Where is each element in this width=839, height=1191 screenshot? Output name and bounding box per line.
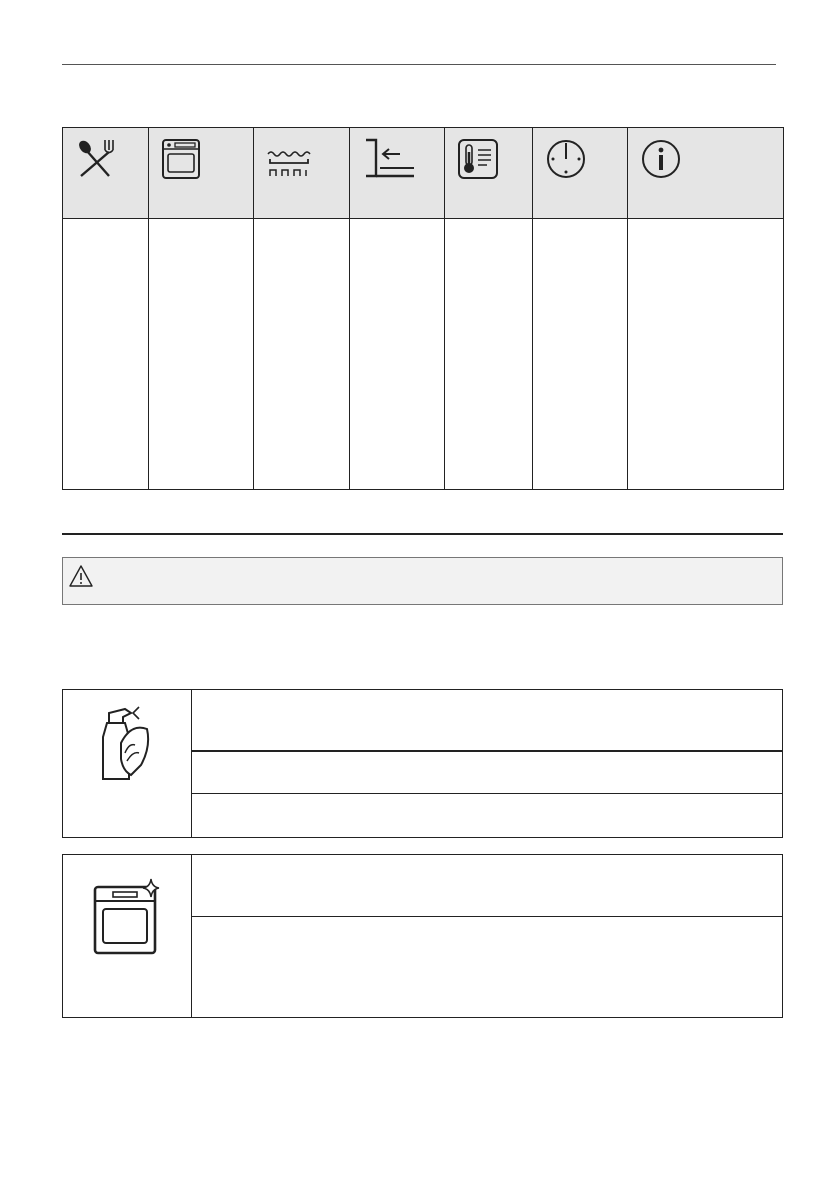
header-cell-shelf <box>350 128 445 219</box>
table-row <box>63 219 784 490</box>
cooking-table <box>62 127 784 490</box>
header-cell-temperature <box>445 128 533 219</box>
top-divider <box>62 64 776 65</box>
oven-cleaning-row-2 <box>192 917 782 1017</box>
header-cell-function <box>149 128 254 219</box>
temperature-icon <box>457 138 499 180</box>
clean-oven-icon <box>93 877 163 957</box>
timer-icon <box>545 138 587 180</box>
table-cell-function <box>149 219 254 490</box>
oven-cleaning-row-1 <box>192 855 782 917</box>
table-cell-accessory <box>254 219 350 490</box>
cleaning-row-3 <box>192 794 782 837</box>
info-icon <box>640 138 682 180</box>
section-divider <box>62 533 783 535</box>
header-cell-food <box>63 128 149 219</box>
oven-cleaning-icon-cell <box>63 855 192 1017</box>
table-header-row <box>63 128 784 219</box>
spray-cleaning-icon <box>101 703 153 783</box>
cleaning-row-1 <box>192 690 782 752</box>
table-cell-info <box>628 219 784 490</box>
cleaning-agents-box <box>62 689 783 838</box>
header-cell-accessory <box>254 128 350 219</box>
cleaning-icon-cell <box>63 690 192 837</box>
header-cell-time <box>533 128 628 219</box>
shelf-position-icon <box>362 138 416 182</box>
oven-icon <box>161 138 201 180</box>
oven-cleaning-box <box>62 854 783 1018</box>
warning-box <box>62 557 783 605</box>
table-cell-shelf <box>350 219 445 490</box>
spoon-fork-icon <box>75 138 117 180</box>
warning-icon <box>68 564 94 588</box>
table-cell-time <box>533 219 628 490</box>
header-cell-info <box>628 128 784 219</box>
cleaning-row-2 <box>192 752 782 794</box>
table-cell-food <box>63 219 149 490</box>
table-cell-temperature <box>445 219 533 490</box>
tray-heating-icon <box>266 138 312 178</box>
